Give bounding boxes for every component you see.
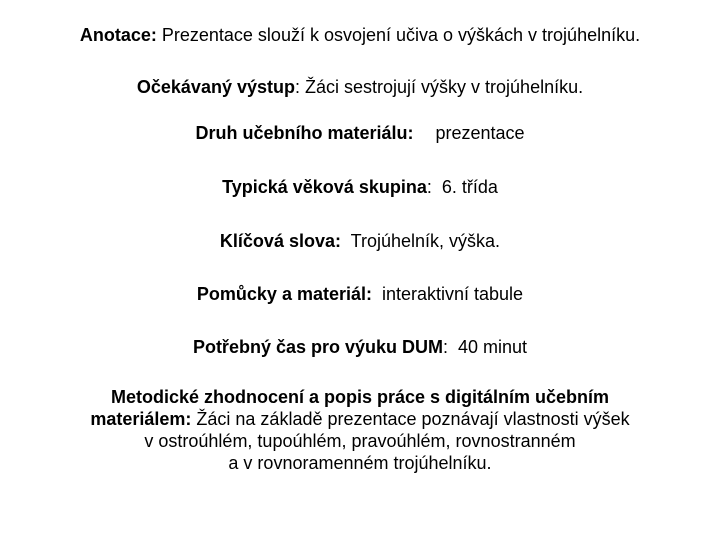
aids-line [0,283,720,305]
annotation-label: Anotace: [79,25,157,45]
annotation-text: Prezentace slouží k osvojení učiva o výškách v trojúhelníku. [156,25,641,45]
annotation-line [0,24,720,46]
time-required-label: Potřebný čas pro výuku DUM [192,337,443,357]
age-group-text: 6. třída [431,177,498,197]
expected-output-label: Očekávaný výstup [136,77,295,97]
material-type-text: prezentace [435,123,525,143]
expected-output-colon: : [294,77,300,97]
time-required-colon: : [443,337,449,357]
keywords-text: Trojúhelník, výška. [340,231,501,251]
methodology-text-line2: Žáci na základě prezentace poznávají vlastnosti výšek [191,409,630,429]
methodology-text-line3: v ostroúhlém, tupoúhlém, pravoúhlém, rovnostranném [144,431,576,451]
age-group-label: Typická věková skupina [222,177,427,197]
age-group-colon: : [426,177,432,197]
aids-text: interaktivní tabule [371,284,524,304]
age-group-line [0,176,720,198]
material-type-line [0,122,720,144]
expected-output-line [0,76,720,98]
keywords-line [0,230,720,252]
aids-label: Pomůcky a materiál: [196,284,372,304]
keywords-label: Klíčová slova: [219,231,341,251]
material-type-label: Druh učebního materiálu: [195,123,414,143]
methodology-paragraph [40,386,680,474]
methodology-label-line2: materiálem: [90,409,192,429]
time-required-text: 40 minut [448,337,528,357]
methodology-text-line4: a v rovnoramenném trojúhelníku. [228,453,492,473]
time-required-line [0,336,720,358]
methodology-label-line1: Metodické zhodnocení a popis práce s digitálním učebním [110,387,610,407]
expected-output-text: Žáci sestrojují výšky v trojúhelníku. [300,77,584,97]
